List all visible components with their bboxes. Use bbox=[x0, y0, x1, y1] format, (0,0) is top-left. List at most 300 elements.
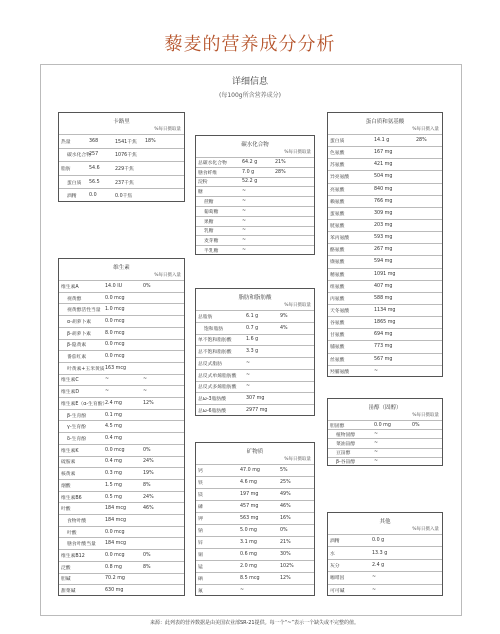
nutrient-value: 0.0 mcg bbox=[105, 342, 125, 348]
table-row bbox=[59, 315, 184, 327]
nutrient-value: 237千焦 bbox=[115, 180, 134, 186]
nutrient-name: 锌 bbox=[198, 541, 203, 546]
table-row bbox=[196, 235, 314, 245]
nutrient-value: 163 mcg bbox=[105, 365, 127, 371]
nutrient-value: 457 mg bbox=[240, 504, 259, 509]
nutrient-value: 2.4 mg bbox=[105, 400, 122, 406]
nutrient-value: 167 mg bbox=[374, 150, 393, 156]
nutrient-name: 丝氨酸 bbox=[330, 357, 345, 363]
nutrient-value: ~ bbox=[242, 228, 247, 234]
nutrient-value: ~ bbox=[374, 431, 379, 437]
nutrient-value: 16% bbox=[280, 516, 291, 521]
nutrient-value: 0% bbox=[143, 553, 151, 559]
table-row bbox=[328, 195, 442, 207]
panel-title: 蛋白质和氨基酸 bbox=[365, 119, 405, 125]
nutrient-name: 维生素A bbox=[61, 284, 79, 290]
table-row bbox=[196, 392, 314, 404]
nutrient-value: 184 mcg bbox=[105, 541, 127, 547]
nutrient-value: ~ bbox=[143, 377, 148, 383]
nutrient-value: 8.0 mcg bbox=[105, 330, 125, 336]
panel-protein bbox=[327, 112, 443, 377]
nutrient-value: 0% bbox=[412, 422, 420, 428]
nutrient-value: 4.5 mg bbox=[105, 424, 122, 430]
nutrient-name: 视黄醇 bbox=[67, 296, 82, 302]
nutrient-value: 309 mg bbox=[374, 210, 393, 216]
nutrient-value: 8% bbox=[143, 482, 151, 488]
nutrient-name: 亮氨酸 bbox=[330, 187, 345, 193]
table-row bbox=[196, 512, 314, 524]
nutrient-value: 504 mg bbox=[374, 174, 393, 180]
nutrient-name: 叶酸 bbox=[67, 530, 77, 536]
nutrient-name: 可可碱 bbox=[330, 588, 345, 594]
table-row bbox=[328, 158, 442, 170]
nutrient-name: 色氨酸 bbox=[330, 151, 345, 157]
nutrient-name: 硒 bbox=[198, 577, 203, 582]
nutrient-value: 840 mg bbox=[374, 186, 393, 192]
nutrient-name: 铜 bbox=[198, 553, 203, 558]
table-row bbox=[59, 409, 184, 421]
nutrient-value: ~ bbox=[374, 459, 379, 465]
nutrient-value: 54.6 bbox=[89, 165, 100, 171]
nutrient-name: 蛋白质 bbox=[330, 139, 345, 145]
table-row bbox=[59, 161, 184, 175]
panel-title: 甾醇（固醇） bbox=[368, 405, 402, 411]
sheet-title: 详细信息 bbox=[231, 77, 268, 87]
nutrient-value: 0.0 mcg bbox=[105, 354, 125, 360]
nutrient-name: 锰 bbox=[198, 565, 203, 570]
nutrient-name: δ-生育酚 bbox=[67, 436, 87, 442]
nutrient-value: ~ bbox=[374, 368, 379, 374]
nutrient-name: 钾 bbox=[198, 517, 203, 522]
nutrient-name: 脯氨酸 bbox=[330, 345, 345, 351]
nutrient-name: 核黄素 bbox=[61, 472, 76, 478]
nutrient-name: 苯丙氨酸 bbox=[330, 236, 350, 242]
nutrient-value: 368 bbox=[89, 138, 99, 144]
table-row bbox=[196, 536, 314, 548]
nutrient-name: 氟 bbox=[198, 589, 203, 594]
nutrient-name: 丙氨酸 bbox=[330, 296, 345, 302]
nutrient-name: 维生素D bbox=[61, 390, 80, 396]
nutrient-name: β-生育酚 bbox=[67, 413, 87, 419]
nutrient-value: 184 mcg bbox=[105, 517, 127, 523]
nutrient-value: 0.6 mg bbox=[240, 552, 257, 557]
nutrient-name: 总不饱和脂肪酸 bbox=[198, 350, 232, 356]
nutrient-name: 酒精 bbox=[67, 194, 77, 200]
table-row bbox=[328, 243, 442, 255]
table-row bbox=[59, 362, 184, 374]
daily-value-header: %每日摄取量 bbox=[154, 127, 181, 132]
daily-value-header: %每日摄取量 bbox=[284, 457, 311, 462]
table-row bbox=[196, 186, 314, 196]
table-row bbox=[328, 183, 442, 195]
nutrient-value: 1.5 mg bbox=[105, 482, 122, 488]
panel-sterols bbox=[327, 398, 443, 466]
table-row bbox=[328, 438, 442, 447]
nutrient-value: 0.0 mcg bbox=[105, 318, 125, 324]
nutrient-value: 24% bbox=[143, 494, 154, 500]
panel-minerals bbox=[195, 442, 315, 596]
nutrient-value: 49% bbox=[280, 492, 291, 497]
nutrient-name: 泛酸 bbox=[61, 565, 71, 571]
nutrient-value: ~ bbox=[374, 440, 379, 446]
table-row bbox=[196, 167, 314, 177]
nutrient-value: 14.1 g bbox=[374, 138, 390, 144]
panel-title: 维生素 bbox=[113, 265, 130, 271]
table-row bbox=[328, 280, 442, 292]
nutrient-value: 28% bbox=[416, 138, 427, 144]
nutrient-name: 维生素C bbox=[61, 378, 79, 384]
nutrient-name: β-隐黄素 bbox=[67, 343, 87, 349]
nutrient-name: α-胡萝卜素 bbox=[67, 319, 92, 325]
nutrient-name: 钠 bbox=[198, 529, 203, 534]
nutrient-name: 总ω-6脂肪酸 bbox=[198, 409, 226, 414]
nutrient-value: ~ bbox=[372, 587, 377, 593]
source-note: 来源：此列表的营养数据是由美国农业部SR-21提供。每一个“~”表示一个缺失或不完整的值。 bbox=[150, 620, 359, 626]
nutrient-name: 胱氨酸 bbox=[330, 224, 345, 230]
table-row bbox=[328, 546, 442, 558]
nutrient-name: 植物固醇 bbox=[336, 432, 356, 438]
nutrient-name: 维生素B12 bbox=[61, 554, 85, 560]
panel-calories bbox=[58, 112, 185, 202]
nutrient-value: 407 mg bbox=[374, 283, 393, 289]
panel-title: 碳水化合物 bbox=[241, 142, 269, 148]
table-row bbox=[328, 353, 442, 365]
table-row bbox=[59, 339, 184, 351]
nutrient-value: 21% bbox=[280, 540, 291, 545]
nutrient-name: 葡萄糖 bbox=[204, 209, 219, 215]
nutrient-value: 4% bbox=[280, 325, 288, 331]
table-row bbox=[59, 549, 184, 561]
nutrient-value: 588 mg bbox=[374, 295, 393, 301]
table-row bbox=[328, 448, 442, 457]
nutrient-value: ~ bbox=[242, 199, 247, 205]
nutrient-value: 773 mg bbox=[374, 344, 393, 350]
nutrient-name: 脂肪 bbox=[61, 166, 71, 172]
nutrient-name: 糖 bbox=[198, 190, 203, 196]
nutrient-name: 总碳水化合物 bbox=[198, 160, 227, 166]
table-row bbox=[328, 534, 442, 546]
table-row bbox=[59, 327, 184, 339]
nutrient-value: ~ bbox=[242, 248, 247, 254]
table-row bbox=[196, 322, 314, 334]
table-row bbox=[59, 397, 184, 409]
table-row bbox=[328, 340, 442, 352]
nutrient-name: 咖啡因 bbox=[330, 576, 345, 582]
nutrient-name: 维生素K bbox=[61, 448, 79, 454]
nutrient-name: 热量 bbox=[61, 139, 71, 145]
panel-title: 卡路里 bbox=[113, 119, 130, 125]
table-row bbox=[59, 432, 184, 444]
nutrient-name: 总反式多烯脂肪酸 bbox=[198, 385, 237, 391]
nutrient-name: 视黄醇活性当量 bbox=[67, 308, 101, 314]
daily-value-header: %每日摄入量 bbox=[412, 527, 439, 532]
nutrient-value: 19% bbox=[143, 471, 154, 477]
table-row bbox=[59, 467, 184, 479]
nutrient-name: β-谷甾醇 bbox=[336, 460, 356, 466]
table-row bbox=[328, 365, 442, 377]
nutrient-value: 0.0 bbox=[89, 193, 97, 199]
nutrient-name: 羟脯氨酸 bbox=[330, 369, 350, 375]
nutrient-value: 307 mg bbox=[246, 396, 265, 402]
nutrient-name: 胆固醇 bbox=[330, 423, 345, 429]
table-row bbox=[59, 526, 184, 538]
nutrient-value: 5.0 mg bbox=[240, 528, 257, 533]
nutrient-value: 267 mg bbox=[374, 247, 393, 253]
nutrient-name: 精氨酸 bbox=[330, 272, 345, 278]
daily-value-header: %每日摄取量 bbox=[412, 413, 439, 418]
nutrient-name: 谷氨酸 bbox=[330, 321, 345, 327]
nutrient-value: ~ bbox=[242, 218, 247, 224]
nutrient-value: 257 bbox=[89, 152, 99, 158]
table-row bbox=[196, 206, 314, 216]
nutrient-name: 磷 bbox=[198, 505, 203, 510]
table-row bbox=[196, 404, 314, 416]
nutrient-name: 淀粉 bbox=[198, 180, 208, 186]
nutrient-value: ~ bbox=[242, 208, 247, 214]
nutrient-value: 594 mg bbox=[374, 259, 393, 265]
nutrient-value: 12% bbox=[143, 400, 154, 406]
nutrient-value: ~ bbox=[240, 588, 245, 593]
table-row bbox=[196, 345, 314, 357]
table-row bbox=[196, 216, 314, 226]
table-row bbox=[196, 381, 314, 393]
nutrient-value: 0.1 mg bbox=[105, 412, 122, 418]
daily-value-header: %每日摄取量 bbox=[284, 303, 311, 308]
nutrient-value: 1541千焦 bbox=[115, 139, 137, 145]
nutrient-value: 1076千焦 bbox=[115, 153, 137, 159]
nutrient-value: 1091 mg bbox=[374, 271, 396, 277]
daily-value-header: %每日摄入量 bbox=[154, 273, 181, 278]
nutrient-value: 593 mg bbox=[374, 235, 393, 241]
table-row bbox=[196, 245, 314, 255]
table-row bbox=[59, 514, 184, 526]
table-row bbox=[328, 219, 442, 231]
table-row bbox=[328, 571, 442, 583]
panel-title: 脂肪和脂肪酸 bbox=[238, 295, 272, 301]
nutrient-name: 食物叶酸 bbox=[67, 518, 87, 524]
table-row bbox=[196, 476, 314, 488]
nutrient-name: 胆碱 bbox=[61, 577, 71, 583]
nutrient-value: 8.5 mcg bbox=[240, 576, 260, 581]
table-row bbox=[59, 456, 184, 468]
table-row bbox=[196, 369, 314, 381]
nutrient-name: 总脂肪 bbox=[198, 314, 213, 320]
nutrient-value: 421 mg bbox=[374, 162, 393, 168]
daily-value-header: %每日摄入量 bbox=[412, 127, 439, 132]
nutrient-name: 硫胺素 bbox=[61, 460, 76, 466]
table-row bbox=[59, 292, 184, 304]
nutrient-value: ~ bbox=[374, 450, 379, 456]
nutrient-name: 铁 bbox=[198, 481, 203, 486]
table-row bbox=[196, 524, 314, 536]
nutrient-value: ~ bbox=[105, 377, 110, 383]
nutrient-value: 0.0 mg bbox=[374, 422, 391, 428]
table-row bbox=[328, 584, 442, 596]
nutrient-name: 缬氨酸 bbox=[330, 260, 345, 266]
table-row bbox=[59, 502, 184, 514]
nutrient-value: 6.1 g bbox=[246, 313, 259, 319]
nutrient-value: 0.3 mg bbox=[105, 471, 122, 477]
nutrient-value: 694 mg bbox=[374, 332, 393, 338]
table-row bbox=[59, 385, 184, 397]
table-row bbox=[59, 479, 184, 491]
nutrient-name: 酒精 bbox=[330, 539, 340, 545]
nutrient-value: 0.0千焦 bbox=[115, 194, 133, 200]
nutrient-name: 钙 bbox=[198, 469, 203, 474]
nutrient-value: 1865 mg bbox=[374, 320, 396, 326]
nutrient-value: 0.0 mcg bbox=[105, 295, 125, 301]
nutrient-name: 豆甾醇 bbox=[336, 451, 351, 457]
table-row bbox=[328, 316, 442, 328]
nutrient-value: 0.0 g bbox=[372, 538, 385, 544]
table-row bbox=[59, 537, 184, 549]
nutrient-name: 酪氨酸 bbox=[330, 248, 345, 254]
nutrient-value: 1134 mg bbox=[374, 308, 396, 314]
nutrient-value: ~ bbox=[372, 575, 377, 581]
table-row bbox=[59, 444, 184, 456]
panel-title: 矿物质 bbox=[246, 449, 264, 455]
nutrient-value: ~ bbox=[242, 238, 247, 244]
nutrient-name: 菜油甾醇 bbox=[336, 441, 356, 447]
nutrient-value: 229千焦 bbox=[115, 166, 134, 172]
table-row bbox=[196, 334, 314, 346]
table-row bbox=[328, 328, 442, 340]
nutrient-value: 46% bbox=[280, 504, 291, 509]
nutrient-value: 0.5 mg bbox=[105, 494, 122, 500]
nutrient-value: 102% bbox=[280, 564, 294, 569]
table-row bbox=[328, 292, 442, 304]
nutrient-value: 28% bbox=[275, 169, 286, 175]
nutrient-value: ~ bbox=[242, 189, 247, 195]
nutrient-value: 18% bbox=[145, 138, 156, 144]
nutrient-value: 70.2 mg bbox=[105, 576, 125, 582]
nutrient-value: 30% bbox=[280, 552, 291, 557]
nutrient-value: 563 mg bbox=[240, 516, 259, 521]
page-title: 藜麦的营养成分分析 bbox=[164, 34, 336, 55]
nutrient-value: 7.0 g bbox=[242, 169, 255, 175]
nutrient-value: 2.4 g bbox=[372, 562, 385, 568]
table-row bbox=[196, 357, 314, 369]
nutrient-name: 膳食纤维 bbox=[198, 170, 218, 176]
nutrient-name: 总反式脂肪 bbox=[198, 361, 222, 367]
nutrient-name: 饱和脂肪 bbox=[204, 326, 224, 332]
nutrient-value: 14.0 IU bbox=[105, 283, 123, 289]
nutrient-value: 203 mg bbox=[374, 223, 393, 229]
nutrient-name: 蔗糖 bbox=[204, 200, 214, 206]
table-row bbox=[196, 310, 314, 322]
nutrient-name: 异亮氨酸 bbox=[330, 175, 350, 181]
table-row bbox=[196, 560, 314, 572]
panel-vitamins bbox=[58, 258, 185, 596]
nutrient-name: 维生素B6 bbox=[61, 495, 82, 501]
nutrient-name: 天冬氨酸 bbox=[330, 309, 350, 315]
nutrient-value: 9% bbox=[280, 313, 288, 319]
table-row bbox=[196, 196, 314, 206]
nutrient-value: 2.0 mg bbox=[240, 564, 257, 569]
table-row bbox=[196, 584, 314, 596]
table-row bbox=[59, 420, 184, 432]
table-row bbox=[328, 255, 442, 267]
table-row bbox=[328, 207, 442, 219]
table-row bbox=[59, 561, 184, 573]
nutrient-value: 21% bbox=[275, 159, 286, 165]
nutrient-name: β-胡萝卜素 bbox=[67, 331, 91, 337]
nutrient-name: 半乳糖 bbox=[204, 249, 219, 255]
nutrient-value: 0.0 mcg bbox=[105, 529, 125, 535]
table-row bbox=[196, 500, 314, 512]
nutrient-name: 总ω-3脂肪酸 bbox=[198, 397, 226, 403]
nutrient-value: 567 mg bbox=[374, 356, 393, 362]
nutrient-name: 维生素E（α-生育酚） bbox=[61, 401, 108, 407]
nutrient-name: 番茄红素 bbox=[67, 355, 87, 361]
nutrient-name: 蛋白质 bbox=[67, 180, 82, 186]
nutrient-value: ~ bbox=[246, 372, 251, 378]
table-row bbox=[328, 146, 442, 158]
nutrient-name: 叶酸 bbox=[61, 507, 71, 513]
nutrient-name: 灰分 bbox=[330, 563, 340, 569]
table-row bbox=[328, 170, 442, 182]
nutrient-value: 56.5 bbox=[89, 179, 100, 185]
nutrient-value: 766 mg bbox=[374, 198, 393, 204]
nutrient-name: 赖氨酸 bbox=[330, 199, 345, 205]
table-row bbox=[59, 350, 184, 362]
table-row bbox=[196, 464, 314, 476]
table-row bbox=[59, 573, 184, 585]
table-row bbox=[328, 134, 442, 146]
nutrient-value: 0% bbox=[143, 447, 151, 453]
nutrient-name: γ-生育酚 bbox=[67, 425, 86, 431]
nutrient-value: 4.6 mg bbox=[240, 480, 257, 485]
nutrient-name: 蛋氨酸 bbox=[330, 211, 345, 217]
table-row bbox=[59, 584, 184, 596]
table-row bbox=[328, 231, 442, 243]
table-row bbox=[328, 559, 442, 571]
sheet-subtitle: (每100g所含营养成分) bbox=[219, 92, 281, 99]
nutrient-value: 8% bbox=[143, 564, 151, 570]
nutrient-value: 5% bbox=[280, 468, 288, 473]
table-row bbox=[59, 280, 184, 292]
nutrient-name: 叶黄素+玉米黄质 bbox=[67, 366, 105, 372]
table-row bbox=[328, 420, 442, 429]
nutrient-value: 0.8 mg bbox=[105, 564, 122, 570]
nutrient-value: 1.0 mcg bbox=[105, 307, 125, 313]
nutrient-name: 组氨酸 bbox=[330, 284, 345, 290]
nutrient-value: 0% bbox=[280, 528, 288, 533]
nutrient-name: 甘氨酸 bbox=[330, 333, 345, 339]
nutrient-name: 果糖 bbox=[204, 219, 214, 225]
nutrient-value: 46% bbox=[143, 506, 154, 512]
nutrient-value: 0.7 g bbox=[246, 325, 259, 331]
table-row bbox=[328, 429, 442, 438]
table-row bbox=[196, 177, 314, 187]
nutrient-name: 甜菜碱 bbox=[61, 589, 76, 595]
table-row bbox=[59, 303, 184, 315]
nutrient-name: 苏氨酸 bbox=[330, 163, 345, 169]
table-row bbox=[196, 488, 314, 500]
nutrient-value: 12% bbox=[280, 576, 291, 581]
nutrient-name: 乳糖 bbox=[204, 229, 214, 235]
nutrient-value: 64.2 g bbox=[242, 159, 258, 165]
nutrient-value: ~ bbox=[143, 389, 148, 395]
panel-carbs bbox=[195, 135, 315, 255]
nutrient-value: 630 mg bbox=[105, 588, 124, 594]
table-row bbox=[59, 491, 184, 503]
daily-value-header: %每日摄取量 bbox=[284, 150, 311, 155]
table-row bbox=[196, 226, 314, 236]
nutrient-value: ~ bbox=[246, 384, 251, 390]
nutrient-value: 0.4 mg bbox=[105, 459, 122, 465]
nutrient-name: 水 bbox=[330, 551, 335, 557]
